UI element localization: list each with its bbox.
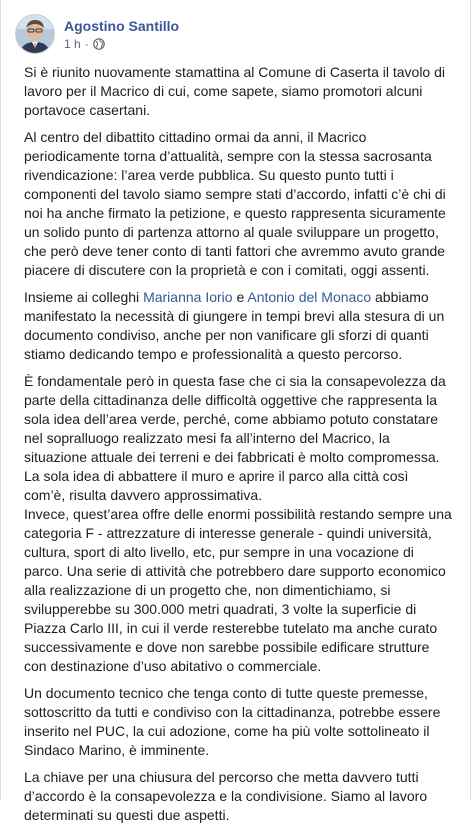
meta-separator: ·: [84, 36, 89, 51]
author-name[interactable]: Agostino Santillo: [64, 17, 180, 34]
avatar-portrait-icon: [16, 15, 54, 53]
post-body: [24, 63, 452, 833]
tag-link-marianna-iorio[interactable]: Marianna Iorio: [143, 289, 233, 305]
post-paragraph-4: È fondamentale però in questa fase che ci sia la consapevolezza da parte della cittadinanza delle difficoltà oggettive che rappresenta la sola idea dell’area verde, perché, come abbiamo potuto constatare nel sopralluogo realizzato mesi fa all’interno del Macrico, la situazione attuale dei terreni e dei fabbricati è molto compromessa. La sola idea di abbattere il muro e aprire il parco alla città così com’è, risulta davvero approssimativa.: [24, 373, 446, 503]
post-paragraph-2: Al centro del dibattito cittadino ormai da anni, il Macrico periodicamente torna d’attualità, sempre con la stessa sacrosanta rivendicazione: l’area verde pubblica. Su questo punto tutti i componenti del tavolo siamo sempre stati d’accordo, infatti c’è chi di noi ha anche firmato la petizione, e questo rappresenta sicuramente un solido punto di partenza attorno al quale sviluppare un progetto, che però deve tener conto di tanti fattori che avremmo avuto grande piacere di discutere con la proprietà e con i comitati, oggi assenti.: [24, 129, 446, 278]
author-avatar[interactable]: [15, 14, 55, 54]
post-paragraph-7: La chiave per una chiusura del percorso che metta davvero tutti d’accordo è la consapevolezza e la condivisione. Siamo al lavoro determinati su questi due aspetti.: [24, 769, 428, 823]
paragraph-3-start: Insieme ai colleghi: [24, 289, 144, 305]
tag-link-antonio-del-monaco[interactable]: Antonio del Monaco: [247, 289, 372, 305]
paragraph-3-and: e: [232, 289, 248, 305]
post-paragraph-5: Invece, quest’area offre delle enormi possibilità restando sempre una categoria F - attrezzature di interesse generale - quindi università, cultura, sport di alto livello, etc, pur sempre in una vocazione di parco. Una serie di attività che potrebbero dare supporto economico alla realizzazione di un progetto che, non dimentichiamo, si svilupperebbe su 300.000 metri quadrati, 3 volte la superficie di Piazza Carlo III, in cui il verde resterebbe tutelato ma anche curato successivamente e dove non sarebbe possibile edificare strutture con destinazione d’uso abitativo o commerciale.: [24, 506, 452, 674]
post-subline: [64, 36, 179, 52]
post-meta: [64, 17, 179, 52]
post-time[interactable]: 1 h: [64, 36, 81, 51]
post-paragraph-6: Un documento tecnico che tenga conto di tutte queste premesse, sottoscritto da tutti e condiviso con la cittadinanza, potrebbe essere inserito nel PUC, la cui adozione, come ha più volte sottolineato il Sindaco Marino, è imminente.: [24, 685, 441, 758]
globe-icon[interactable]: [93, 38, 105, 50]
post-header: [15, 12, 179, 56]
post-paragraph-1: Si è riunito nuovamente stamattina al Comune di Caserta il tavolo di lavoro per il Macrico di cui, come sapete, siamo promotori alcuni portavoce casertani.: [24, 64, 445, 118]
post-paragraph-3: [24, 288, 452, 364]
paragraph-3-end: abbiamo manifestato la necessità di giungere in tempi brevi alla stesura di un documento condiviso, anche per non vanificare gli sforzi di quanti stiamo dedicando tempo e professionalità a questo percorso.: [24, 289, 445, 362]
